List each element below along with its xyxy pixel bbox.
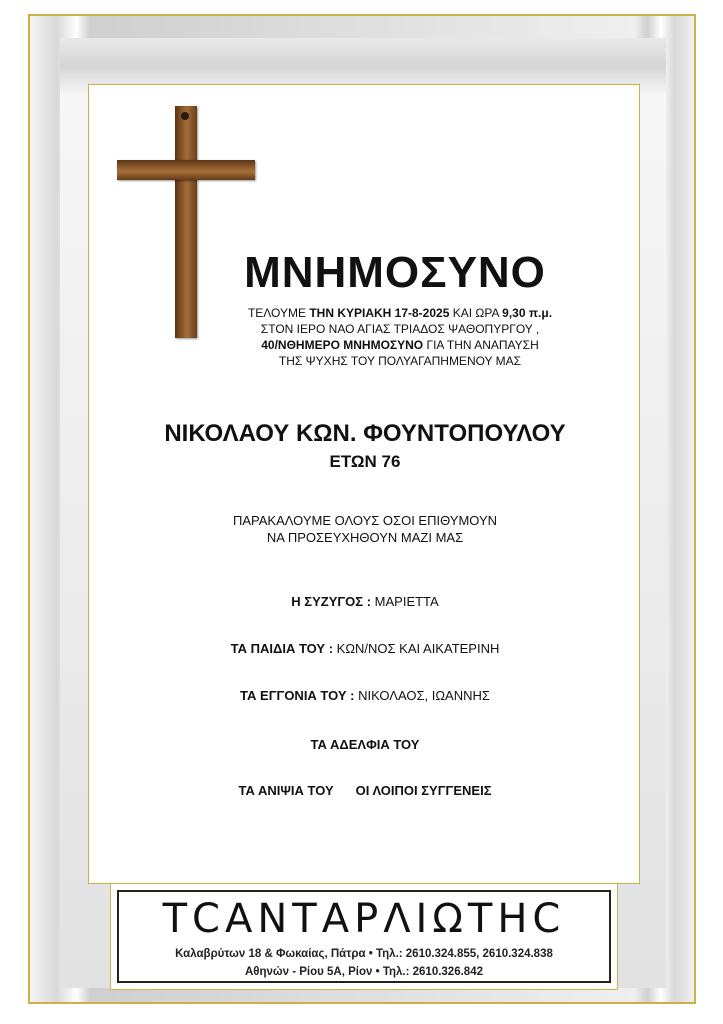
siblings-line: ΤΑ ΑΔΕΛΦΙΑ ΤΟΥ [310, 737, 420, 752]
funeral-home-brand: ΤCΑΝΤΑΡΛΙΩΤΗC [162, 896, 566, 942]
prayer-request [100, 512, 630, 546]
footer-border [117, 890, 611, 983]
deceased-age: ΕΤΩΝ 76 [329, 452, 401, 471]
service-line-3: 40/ΝΘΗΜΕΡΟ ΜΝΗΜΟΣΥΝΟ ΓΙΑ ΤΗΝ ΑΝΑΠΑΥΣΗ [261, 338, 539, 352]
address-line-1: Καλαβρύτων 18 & Φωκαίας, Πάτρα • Τηλ.: 2610.324.855, 2610.324.838 [175, 948, 553, 960]
service-details [210, 305, 590, 369]
service-line-1: ΤΕΛΟΥΜΕ ΤΗΝ ΚΥΡΙΑΚΗ 17-8-2025 ΚΑΙ ΩΡΑ 9,30 π.μ. [247, 306, 553, 320]
children-line: ΤΑ ΠΑΙΔΙΑ ΤΟΥ : ΚΩΝ/ΝΟΣ ΚΑΙ ΑΙΚΑΤΕΡΙΝΗ [230, 641, 500, 656]
spouse-line: Η ΣΥΖΥΓΟΣ : ΜΑΡΙΕΤΤΑ [291, 594, 439, 609]
notice-heading: ΜΝΗΜΟΣΥΝΟ [244, 248, 546, 297]
service-line-2: ΣΤΟΝ ΙΕΡΟ ΝΑΟ ΑΓΙΑΣ ΤΡΙΑΔΟΣ ΨΑΘΟΠΥΡΓΟΥ , [260, 322, 540, 336]
grandchildren-line: ΤΑ ΕΓΓΟΝΙΑ ΤΟΥ : ΝΙΚΟΛΑΟΣ, ΙΩΑΝΝΗΣ [240, 688, 490, 703]
request-line-1: ΠΑΡΑΚΑΛΟΥΜΕ ΟΛΟΥΣ ΟΣΟΙ ΕΠΙΘΥΜΟΥΝ [232, 513, 498, 528]
deceased-name: ΝΙΚΟΛΑΟΥ ΚΩΝ. ΦΟΥΝΤΟΠΟΥΛΟΥ [164, 420, 566, 447]
funeral-home-footer [110, 883, 618, 990]
request-line-2: ΝΑ ΠΡΟΣΕΥΧΗΘΟΥΝ ΜΑΖΙ ΜΑΣ [266, 530, 464, 545]
address-line-2: Αθηνών - Ρίου 5Α, Ρίον • Τηλ.: 2610.326.842 [244, 966, 483, 978]
service-line-4: ΤΗΣ ΨΥΧΗΣ ΤΟΥ ΠΟΛΥΑΓΑΠΗΜΕΝΟΥ ΜΑΣ [278, 354, 522, 368]
relatives-line: ΤΑ ΑΝΙΨΙΑ ΤΟΥ ΟΙ ΛΟΙΠΟΙ ΣΥΓΓΕΝΕΙΣ [238, 783, 492, 798]
